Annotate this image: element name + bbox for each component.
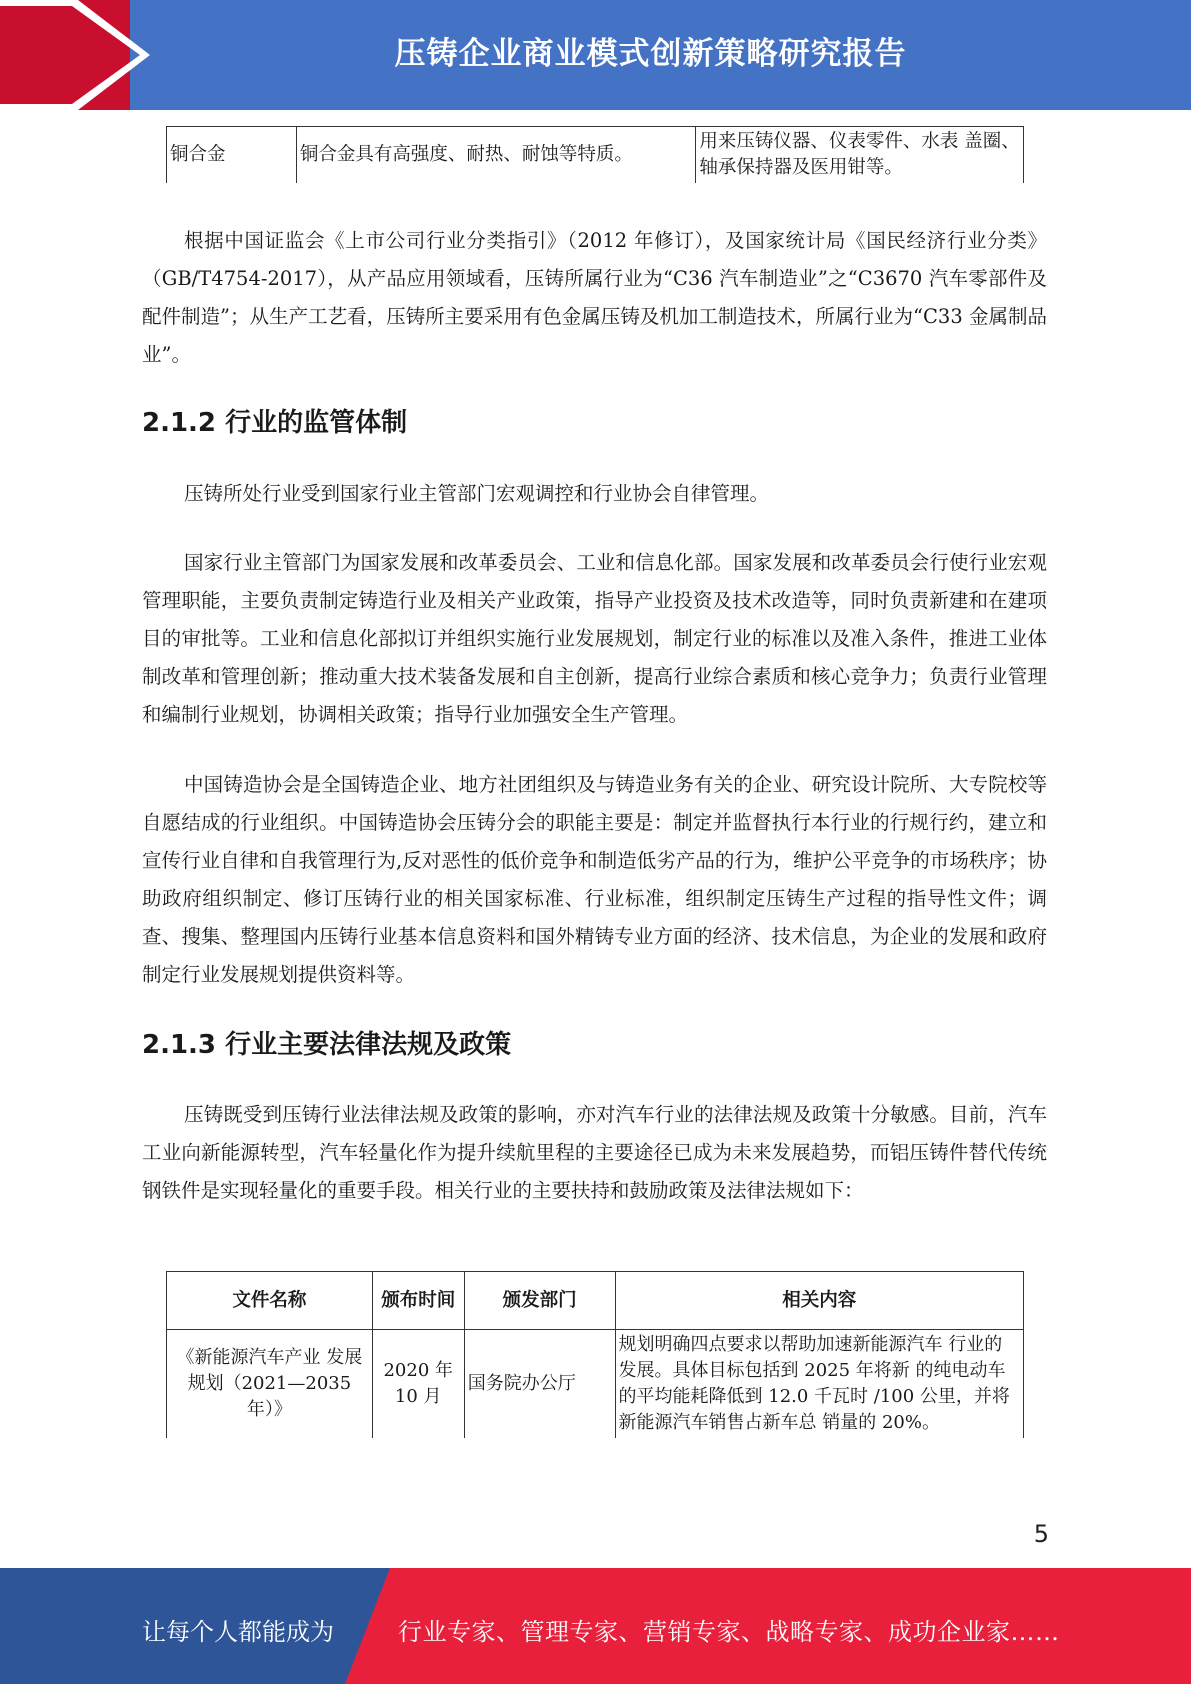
date-cell: 2020 年 10 月: [372, 1330, 464, 1439]
page-footer: [0, 1568, 1191, 1684]
table-row: [167, 127, 1024, 184]
paragraph-policy-intro: 压铸既受到压铸行业法律法规及政策的影响，亦对汽车行业的法律法规及政策十分敏感。目前，汽车工业向新能源转型，汽车轻量化作为提升续航里程的主要途径已成为未来发展趋势，而铝压铸件替代传统钢铁件是实现轻量化的重要手段。相关行业的主要扶持和鼓励政策及法律法规如下：: [142, 1103, 1047, 1202]
footer-slogan-right: 行业专家、管理专家、营销专家、战略专家、成功企业家……: [398, 1618, 1060, 1646]
table-row: [167, 1330, 1024, 1439]
column-header-department: 颁发部门: [464, 1272, 615, 1330]
page-header: [0, 0, 1191, 110]
alloy-property-cell: 铜合金具有高强度、耐热、耐蚀等特质。: [296, 127, 696, 184]
document-name-cell: 《新能源汽车产业 发展规划（2021—2035 年）》: [167, 1330, 373, 1439]
alloy-table-fragment: [166, 126, 1024, 183]
column-header-document-name: 文件名称: [167, 1272, 373, 1330]
table-header-row: [167, 1272, 1024, 1330]
footer-slogan-left: 让每个人都能成为: [142, 1618, 334, 1646]
paragraph-government-authorities: 国家行业主管部门为国家发展和改革委员会、工业和信息化部。国家发展和改革委员会行使行业宏观管理职能，主要负责制定铸造行业及相关产业政策，指导产业投资及技术改造等，同时负责新建和在建项目的审批等。工业和信息化部拟订并组织实施行业发展规划，制定行业的标准以及准入条件，推进工业体制改革和管理创新；推动重大技术装备发展和自主创新，提高行业综合素质和核心竞争力；负责行业管理和编制行业规划，协调相关政策；指导行业加强安全生产管理。: [142, 551, 1047, 726]
department-cell: 国务院办公厅: [464, 1330, 615, 1439]
paragraph-regulation-intro: 压铸所处行业受到国家行业主管部门宏观调控和行业协会自律管理。: [184, 482, 770, 505]
column-header-date: 颁布时间: [372, 1272, 464, 1330]
alloy-name-cell: 铜合金: [167, 127, 297, 184]
paragraph-industry-classification: 根据中国证监会《上市公司行业分类指引》（2012 年修订），及国家统计局《国民经济行业分类》（GB/T4754-2017），从产品应用领域看，压铸所属行业为“C36 汽车制造业”之“C3670 汽车零部件及配件制造”；从生产工艺看，压铸所主要采用有色金属压铸及机加工制造技术，所属行业为“C33 金属制品业”。: [142, 229, 1047, 366]
alloy-usage-cell: 用来压铸仪器、仪表零件、水表 盖圈、轴承保持器及医用钳等。: [696, 127, 1024, 184]
document-title: 压铸企业商业模式创新策略研究报告: [394, 36, 907, 72]
paragraph-industry-association: 中国铸造协会是全国铸造企业、地方社团组织及与铸造业务有关的企业、研究设计院所、大专院校等自愿结成的行业组织。中国铸造协会压铸分会的职能主要是：制定并监督执行本行业的行规行约，建立和宣传行业自律和自我管理行为,反对恶性的低价竞争和制造低劣产品的行为，维护公平竞争的市场秩序；协助政府组织制定、修订压铸行业的相关国家标准、行业标准，组织制定压铸生产过程的指导性文件；调查、搜集、整理国内压铸行业基本信息资料和国外精铸专业方面的经济、技术信息，为企业的发展和政府制定行业发展规划提供资料等。: [142, 773, 1047, 986]
column-header-content: 相关内容: [615, 1272, 1023, 1330]
section-heading-regulatory-system: 2.1.2 行业的监管体制: [142, 408, 408, 438]
policy-table: [166, 1271, 1024, 1438]
section-heading-laws-policies: 2.1.3 行业主要法律法规及政策: [142, 1030, 512, 1060]
page-number: 5: [1033, 1520, 1049, 1548]
content-cell: 规划明确四点要求以帮助加速新能源汽车 行业的发展。具体目标包括到 2025 年将新 的纯电动车的平均能耗降低到 12.0 千瓦时 /100 公里，并将新能源汽车销售占新车总 销量的 20%。: [615, 1330, 1023, 1439]
